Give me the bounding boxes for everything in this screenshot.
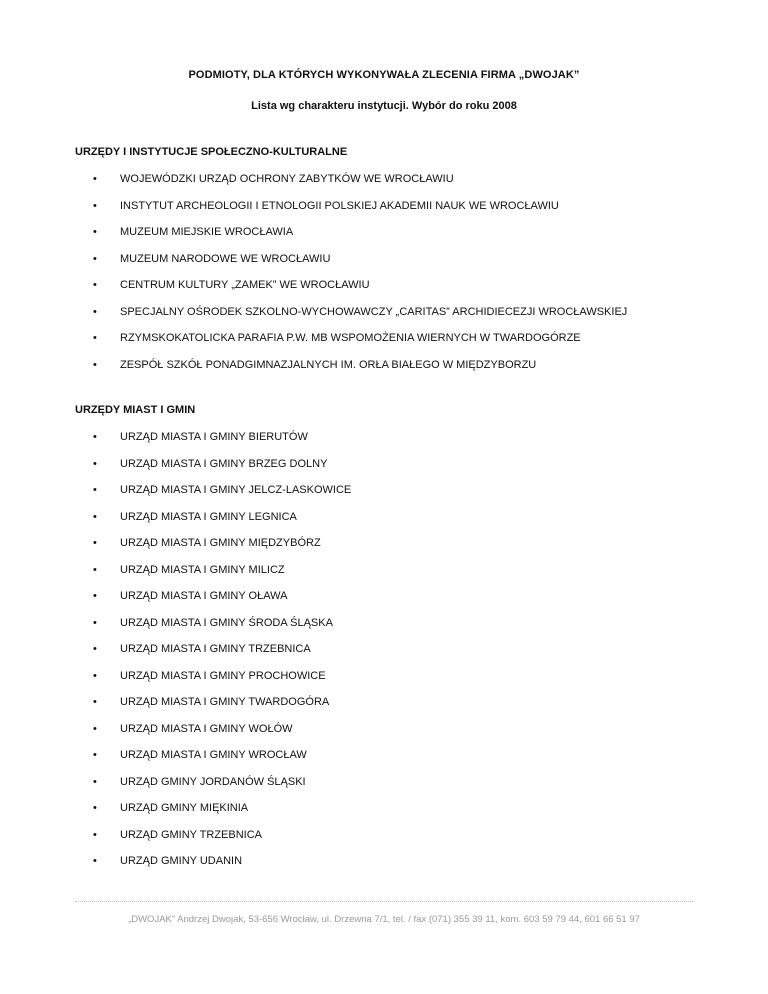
bullet-icon: •	[93, 457, 97, 470]
bullet-icon: •	[93, 226, 97, 238]
bullet-icon: •	[93, 279, 97, 291]
bullet-icon: •	[93, 199, 97, 212]
bullet-icon: •	[93, 563, 97, 576]
bullet-icon: •	[93, 775, 97, 788]
bullet-icon: •	[93, 252, 97, 265]
bullet-icon: •	[93, 305, 97, 318]
bullet-icon: •	[93, 749, 97, 761]
bullet-icon: •	[93, 537, 97, 549]
bullet-icon: •	[93, 643, 97, 655]
bullet-icon: •	[93, 855, 97, 867]
section-heading-municipalities: URZĘDY MIAST I GMIN	[75, 404, 196, 416]
footer-divider	[75, 901, 693, 902]
bullet-icon: •	[93, 431, 97, 443]
bullet-icon: •	[93, 510, 97, 523]
page-title: PODMIOTY, DLA KTÓRYCH WYKONYWAŁA ZLECENIA FIRMA „DWOJAK”	[188, 69, 580, 81]
bullet-icon: •	[93, 696, 97, 708]
footer-contact: „DWOJAK” Andrzej Dwojak, 53-656 Wrocław, ul. Drzewna 7/1, tel. / fax (071) 355 39 11, kom. 603 59 79 44, 601 66 51 97	[128, 914, 640, 925]
bullet-icon: •	[93, 332, 97, 344]
page-subtitle: Lista wg charakteru instytucji. Wybór do roku 2008	[251, 100, 517, 112]
bullet-icon: •	[93, 669, 97, 682]
bullet-icon: •	[93, 722, 97, 735]
bullet-icon: •	[93, 590, 97, 602]
bullet-icon: •	[93, 828, 97, 841]
bullet-icon: •	[93, 802, 97, 814]
bullet-icon: •	[93, 173, 97, 185]
bullet-icon: •	[93, 616, 97, 629]
bullet-icon: •	[93, 484, 97, 496]
bullet-icon: •	[93, 358, 97, 371]
section-heading-institutions: URZĘDY I INSTYTUCJE SPOŁECZNO-KULTURALNE	[75, 146, 348, 158]
